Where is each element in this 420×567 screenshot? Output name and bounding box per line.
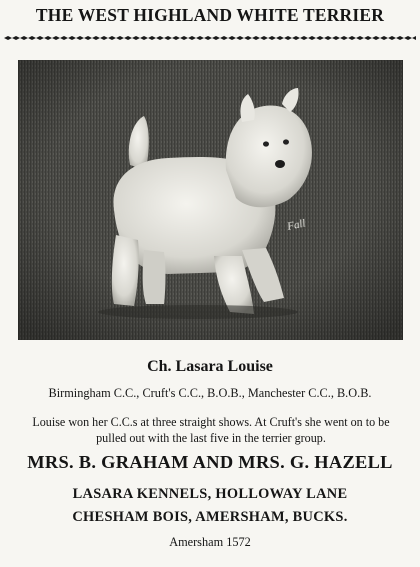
dog-name: Ch. Lasara Louise (147, 358, 273, 375)
phone-number: Amersham 1572 (169, 535, 251, 549)
photographer-signature: Fall (286, 217, 307, 233)
page-header-title: THE WEST HIGHLAND WHITE TERRIER (35, 5, 385, 25)
dog-photo (18, 60, 403, 340)
awards-line: Birmingham C.C., Cruft's C.C., B.O.B., Manchester C.C., B.O.B. (48, 386, 372, 400)
address-line: CHESHAM BOIS, AMERSHAM, BUCKS. (72, 509, 348, 525)
kennel-line: LASARA KENNELS, HOLLOWAY LANE (72, 486, 348, 502)
description-text: Louise won her C.C.s at three straight shows. At Cruft's she went on to be pulled out with the last five in the terrier group. (32, 415, 390, 445)
owner-names: MRS. B. GRAHAM AND MRS. G. HAZELL (27, 452, 393, 472)
decorative-rule (4, 35, 416, 41)
